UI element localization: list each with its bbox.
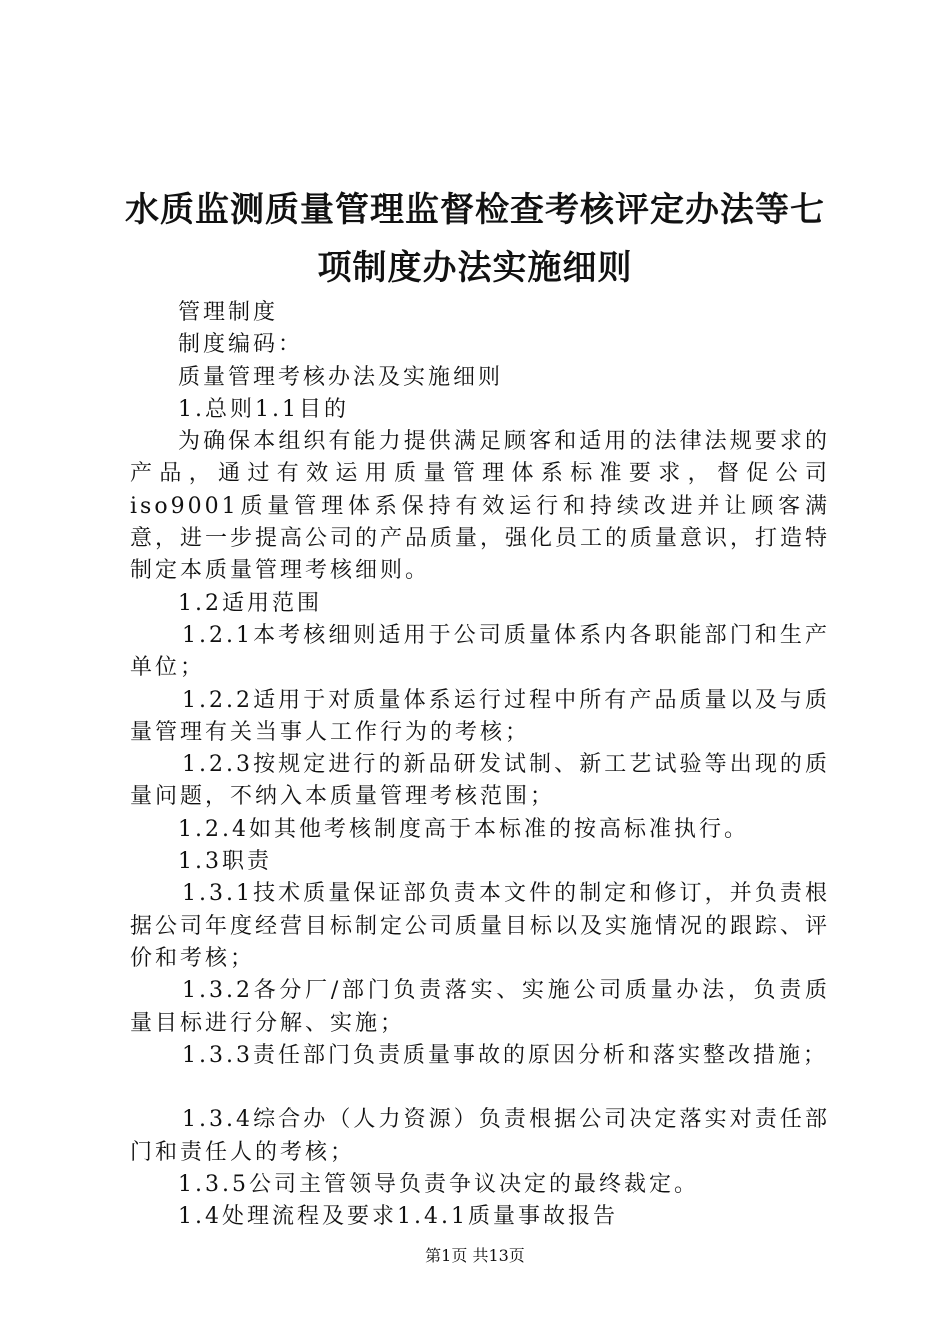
paragraph-code: 制度编码：: [178, 332, 304, 358]
paragraph-responsibility-heading: 1.3职责: [178, 849, 272, 875]
paragraph-1-3-1: 1.3.1技术质量保证部负责本文件的制定和修订，并负责根据公司年度经营目标制定公司质量目标以及实施情况的跟踪、评价和考核；: [130, 881, 831, 971]
paragraph-1-3-3: 1.3.3责任部门负责质量事故的原因分析和落实整改措施；: [182, 1042, 828, 1068]
paragraph-1-3-4: 1.3.4综合办（人力资源）负责根据公司决定落实对责任部门和责任人的考核；: [130, 1107, 830, 1165]
document-title-line-2: 项制度办法实施细则: [317, 248, 633, 288]
paragraph-1-3-2: 1.3.2各分厂/部门负责落实、实施公司质量办法，负责质量目标进行分解、实施；: [130, 978, 830, 1036]
page-number-footer: 第1页 共13页: [425, 1246, 525, 1265]
blank-line: [130, 1072, 830, 1104]
paragraph-1-2-3: 1.2.3按规定进行的新品研发试制、新工艺试验等出现的质量问题，不纳入本质量管理考核范围；: [130, 752, 830, 810]
paragraph-category: 管理制度: [178, 300, 279, 325]
paragraph-subtitle: 质量管理考核办法及实施细则: [178, 364, 504, 390]
paragraph-purpose: 为确保本组织有能力提供满足顾客和适用的法律法规要求的产品，通过有效运用质量管理体系标准要求，督促公司iso9001质量管理体系保持有效运行和持续改进并让顾客满意，进一步提高公司的产品质量，强化员工的质量意识，打造特制定本质量管理考核细则。: [130, 429, 831, 584]
paragraph-section-1: 1.总则1.1目的: [178, 396, 349, 422]
document-title-line-1: 水质监测质量管理监督检查考核评定办法等七: [125, 190, 825, 230]
paragraph-scope-heading: 1.2适用范围: [178, 590, 322, 616]
paragraph-1-2-2: 1.2.2适用于对质量体系运行过程中所有产品质量以及与质量管理有关当事人工作行为的考核；: [130, 687, 830, 745]
document-body: [130, 297, 830, 1234]
paragraph-1-2-4: 1.2.4如其他考核制度高于本标准的按高标准执行。: [178, 816, 749, 842]
paragraph-1-3-5: 1.3.5公司主管领导负责争议决定的最终裁定。: [178, 1172, 699, 1198]
paragraph-1-2-1: 1.2.1本考核细则适用于公司质量体系内各职能部门和生产单位；: [130, 622, 830, 681]
paragraph-1-4: 1.4处理流程及要求1.4.1质量事故报告: [178, 1204, 618, 1230]
